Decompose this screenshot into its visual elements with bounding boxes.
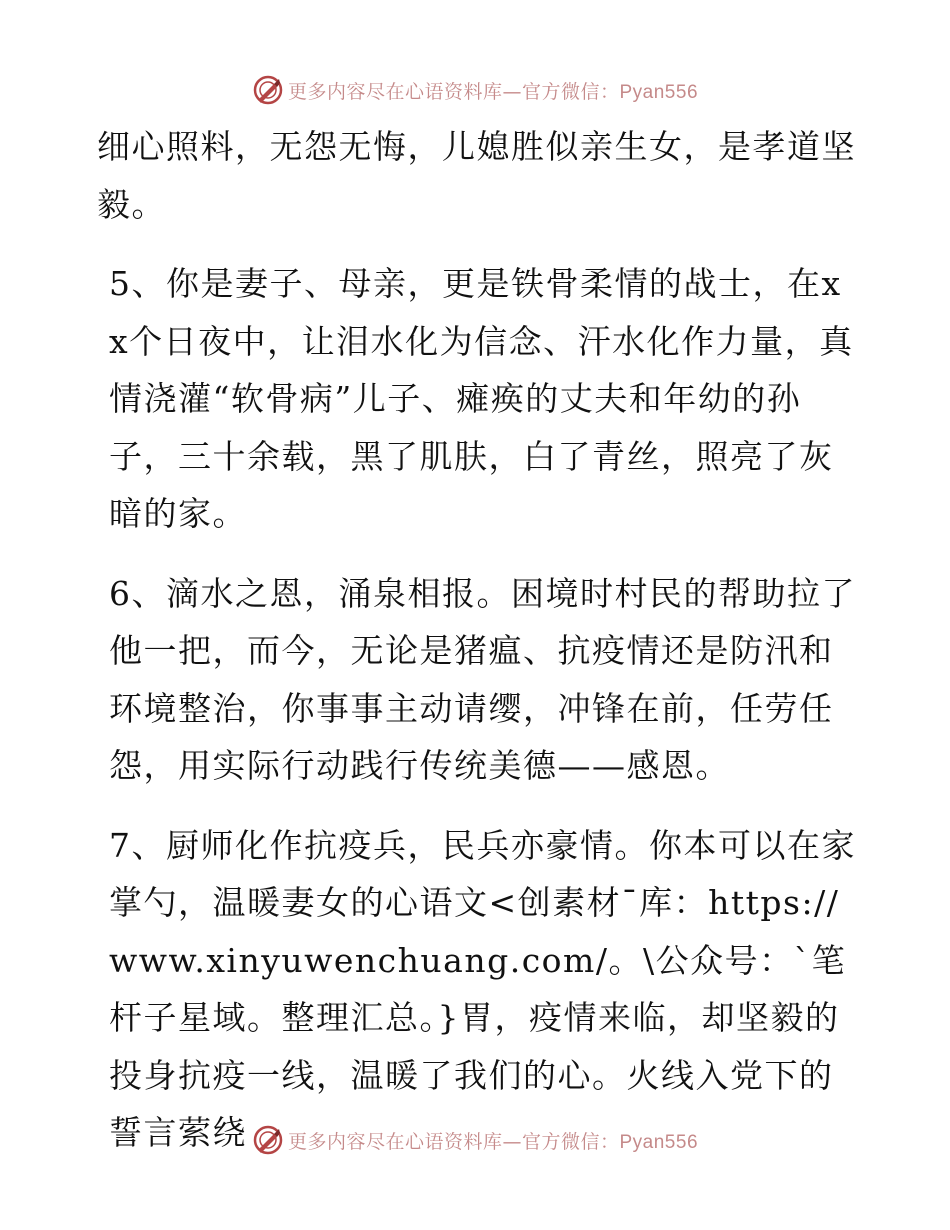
header-watermark bbox=[0, 70, 950, 110]
watermark-text: 更多内容尽在心语资料库—官方微信：Pyan556 bbox=[287, 80, 699, 103]
pen-logo-icon bbox=[252, 74, 284, 106]
document-body bbox=[97, 118, 857, 1184]
watermark-text: 更多内容尽在心语资料库—官方微信：Pyan556 bbox=[287, 1130, 699, 1153]
footer-watermark bbox=[0, 1120, 950, 1160]
paragraph-continuation: 细心照料，无怨无悔，儿媳胜似亲生女，是孝道坚毅。 bbox=[97, 127, 856, 224]
pen-logo-icon bbox=[252, 1124, 284, 1156]
paragraph-item-6: 6、滴水之恩，涌泉相报。困境时村民的帮助拉了他一把，而今，无论是猪瘟、抗疫情还是防汛和环境整治，你事事主动请缨，冲锋在前，任劳任怨，用实际行动践行传统美德——感恩。 bbox=[109, 573, 856, 785]
paragraph-item-5: 5、你是妻子、母亲，更是铁骨柔情的战士，在xx个日夜中，让泪水化为信念、汗水化作力量，真情浇灌“软骨病”儿子、瘫痪的丈夫和年幼的孙子，三十余载，黑了肌肤，白了青丝，照亮了灰暗的家。 bbox=[109, 264, 854, 533]
paragraph-item-7: 7、厨师化作抗疫兵，民兵亦豪情。你本可以在家掌勺，温暖妻女的心语文<创素材¯库：https://www.xinyuwenchuang.com/。\公众号：`笔杆子星域。整理汇总。}胃，疫情来临，却坚毅的投身抗疫一线，温暖了我们的心。火线入党下的誓言萦绕 bbox=[109, 825, 856, 1152]
